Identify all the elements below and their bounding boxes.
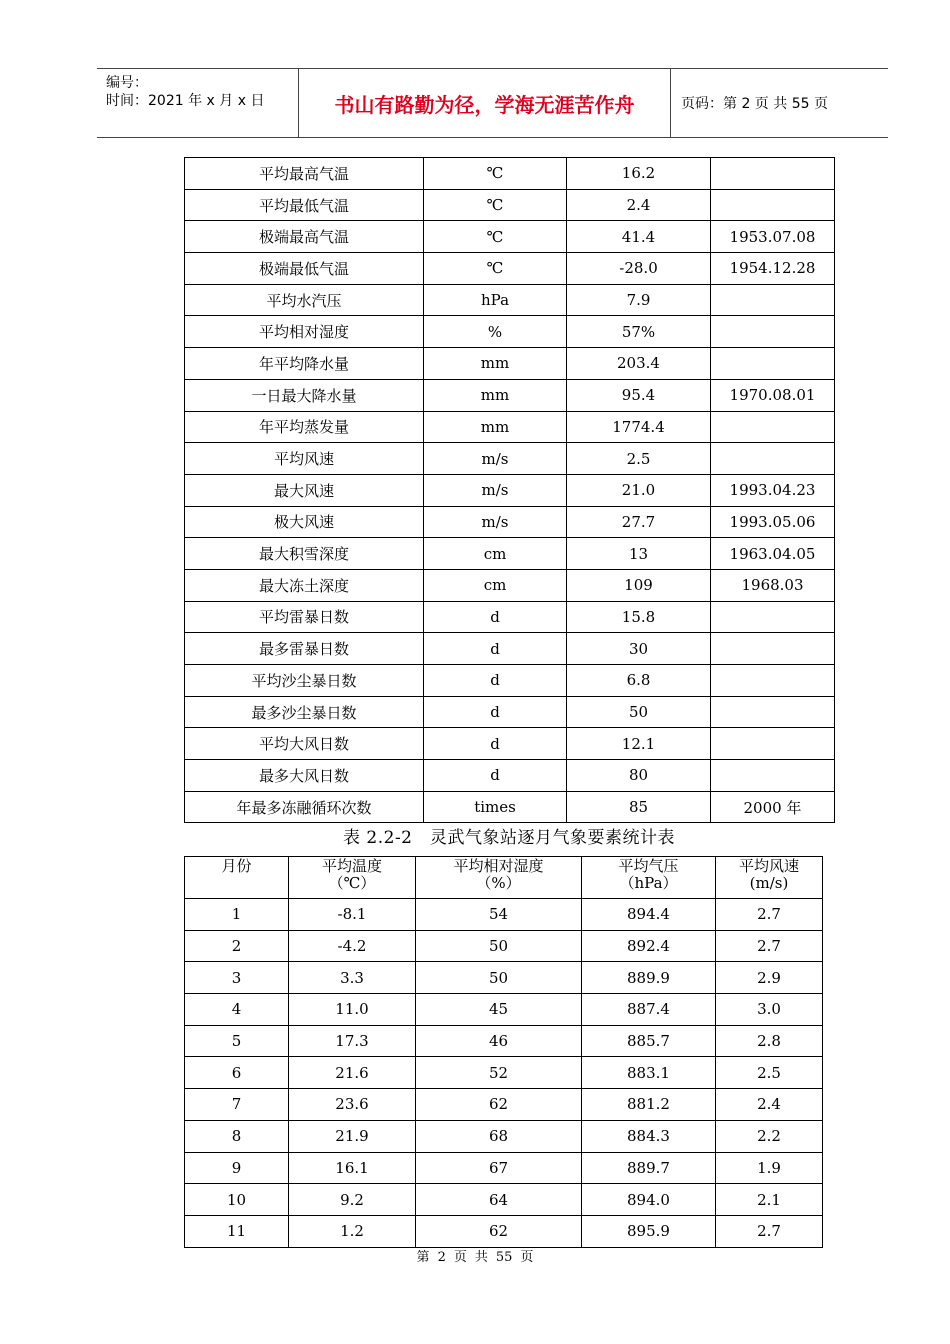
element-name-cell: 最多沙尘暴日数 xyxy=(185,696,424,728)
date-cell xyxy=(711,158,835,190)
header-unit: (m/s) xyxy=(749,874,789,892)
element-name-cell: 平均相对湿度 xyxy=(185,316,424,348)
month-header xyxy=(185,857,289,899)
avg-humidity-cell: 54 xyxy=(416,899,582,931)
footer-page-number: 2 xyxy=(437,1250,446,1265)
avg-temp-cell: 17.3 xyxy=(289,1025,416,1057)
table-row xyxy=(185,728,835,760)
avg-wind-cell: 2.7 xyxy=(716,899,823,931)
date-cell: 1963.04.05 xyxy=(711,538,835,570)
date-cell xyxy=(711,316,835,348)
avg-wind-cell: 2.5 xyxy=(716,1057,823,1089)
avg-wind-cell: 3.0 xyxy=(716,994,823,1026)
unit-cell: d xyxy=(424,728,567,760)
value-cell: 1774.4 xyxy=(567,411,711,443)
date-cell xyxy=(711,348,835,380)
date-cell xyxy=(711,760,835,792)
avg-temp-cell: 16.1 xyxy=(289,1152,416,1184)
date-cell xyxy=(711,696,835,728)
table-row xyxy=(185,633,835,665)
avg-wind-cell: 2.7 xyxy=(716,930,823,962)
value-cell: 57% xyxy=(567,316,711,348)
table-row xyxy=(185,930,823,962)
table-row xyxy=(185,569,835,601)
month-cell: 10 xyxy=(185,1184,289,1216)
unit-cell: d xyxy=(424,665,567,697)
climate-summary-table xyxy=(184,157,835,823)
date-cell xyxy=(711,601,835,633)
table-row xyxy=(185,221,835,253)
element-name-cell: 平均雷暴日数 xyxy=(185,601,424,633)
date-cell: 1970.08.01 xyxy=(711,379,835,411)
value-cell: 85 xyxy=(567,791,711,823)
footer-di: 第 xyxy=(416,1250,430,1265)
table-row xyxy=(185,189,835,221)
unit-cell: m/s xyxy=(424,506,567,538)
month-cell: 9 xyxy=(185,1152,289,1184)
table-row xyxy=(185,696,835,728)
avg-temp-cell: 11.0 xyxy=(289,994,416,1026)
unit-cell: ℃ xyxy=(424,189,567,221)
header-label: 平均气压 xyxy=(618,857,679,875)
avg-pressure-cell: 887.4 xyxy=(582,994,716,1026)
footer-gong: 共 xyxy=(474,1250,488,1265)
value-cell: 95.4 xyxy=(567,379,711,411)
doc-time-label: 时间：2021 年 x 月 x 日 xyxy=(106,93,265,109)
header-label: 平均相对湿度 xyxy=(453,857,544,875)
element-name-cell: 平均大风日数 xyxy=(185,728,424,760)
date-cell: 1968.03 xyxy=(711,569,835,601)
value-cell: 2.4 xyxy=(567,189,711,221)
avg-pressure-cell: 894.4 xyxy=(582,899,716,931)
element-name-cell: 极大风速 xyxy=(185,506,424,538)
avg-temp-cell: -4.2 xyxy=(289,930,416,962)
value-cell: 16.2 xyxy=(567,158,711,190)
table-row xyxy=(185,253,835,285)
table-row xyxy=(185,1057,823,1089)
unit-cell: m/s xyxy=(424,443,567,475)
element-name-cell: 平均沙尘暴日数 xyxy=(185,665,424,697)
month-cell: 2 xyxy=(185,930,289,962)
unit-cell: % xyxy=(424,316,567,348)
table-row xyxy=(185,962,823,994)
date-cell xyxy=(711,728,835,760)
date-cell: 1993.05.06 xyxy=(711,506,835,538)
avg-humidity-cell: 68 xyxy=(416,1120,582,1152)
table-row xyxy=(185,158,835,190)
avg-wind-cell: 1.9 xyxy=(716,1152,823,1184)
element-name-cell: 年平均蒸发量 xyxy=(185,411,424,443)
table-row xyxy=(185,791,835,823)
doc-number-label: 编号： xyxy=(106,75,148,91)
avg-humidity-cell: 64 xyxy=(416,1184,582,1216)
value-cell: 41.4 xyxy=(567,221,711,253)
value-cell: 7.9 xyxy=(567,284,711,316)
date-cell: 1993.04.23 xyxy=(711,474,835,506)
value-cell: 80 xyxy=(567,760,711,792)
value-cell: 15.8 xyxy=(567,601,711,633)
month-cell: 7 xyxy=(185,1089,289,1121)
avg-temp-cell: 21.6 xyxy=(289,1057,416,1089)
avg-pressure-cell: 895.9 xyxy=(582,1215,716,1247)
unit-cell: d xyxy=(424,633,567,665)
avg-humidity-header xyxy=(416,857,582,899)
month-cell: 4 xyxy=(185,994,289,1026)
value-cell: -28.0 xyxy=(567,253,711,285)
table-row xyxy=(185,506,835,538)
value-cell: 109 xyxy=(567,569,711,601)
date-cell xyxy=(711,665,835,697)
page-footer xyxy=(0,1246,950,1265)
avg-pressure-cell: 889.9 xyxy=(582,962,716,994)
avg-humidity-cell: 45 xyxy=(416,994,582,1026)
avg-humidity-cell: 50 xyxy=(416,930,582,962)
value-cell: 50 xyxy=(567,696,711,728)
table-row xyxy=(185,601,835,633)
footer-ye: 页 xyxy=(453,1250,467,1265)
avg-wind-cell: 2.4 xyxy=(716,1089,823,1121)
element-name-cell: 极端最低气温 xyxy=(185,253,424,285)
avg-temp-header xyxy=(289,857,416,899)
header-label: 平均风速 xyxy=(738,857,799,875)
avg-pressure-cell: 885.7 xyxy=(582,1025,716,1057)
avg-temp-cell: -8.1 xyxy=(289,899,416,931)
avg-pressure-header xyxy=(582,857,716,899)
table-row xyxy=(185,994,823,1026)
unit-cell: m/s xyxy=(424,474,567,506)
element-name-cell: 平均最高气温 xyxy=(185,158,424,190)
table-row xyxy=(185,379,835,411)
footer-total-pages: 55 xyxy=(495,1250,513,1265)
date-cell: 1954.12.28 xyxy=(711,253,835,285)
avg-humidity-cell: 62 xyxy=(416,1089,582,1121)
footer-ye-end: 页 xyxy=(520,1250,534,1265)
date-cell xyxy=(711,284,835,316)
element-name-cell: 最大积雪深度 xyxy=(185,538,424,570)
header-page-info: 页码：第 2 页 共 55 页 xyxy=(681,96,828,112)
avg-humidity-cell: 67 xyxy=(416,1152,582,1184)
element-name-cell: 最大风速 xyxy=(185,474,424,506)
header-unit: （hPa） xyxy=(619,874,678,892)
element-name-cell: 最多雷暴日数 xyxy=(185,633,424,665)
avg-wind-cell: 2.9 xyxy=(716,962,823,994)
avg-pressure-cell: 892.4 xyxy=(582,930,716,962)
month-cell: 3 xyxy=(185,962,289,994)
avg-temp-cell: 21.9 xyxy=(289,1120,416,1152)
month-cell: 6 xyxy=(185,1057,289,1089)
date-cell xyxy=(711,443,835,475)
table-row xyxy=(185,1089,823,1121)
unit-cell: mm xyxy=(424,411,567,443)
avg-pressure-cell: 881.2 xyxy=(582,1089,716,1121)
avg-pressure-cell: 889.7 xyxy=(582,1152,716,1184)
avg-wind-cell: 2.7 xyxy=(716,1215,823,1247)
avg-humidity-cell: 46 xyxy=(416,1025,582,1057)
element-name-cell: 年最多冻融循环次数 xyxy=(185,791,424,823)
avg-temp-cell: 9.2 xyxy=(289,1184,416,1216)
avg-temp-cell: 23.6 xyxy=(289,1089,416,1121)
header-label: 平均温度 xyxy=(321,857,382,875)
table-row xyxy=(185,474,835,506)
header-unit: （%） xyxy=(476,874,521,892)
unit-cell: d xyxy=(424,760,567,792)
header-unit: （℃） xyxy=(328,874,376,892)
header-label: 月份 xyxy=(221,857,252,875)
value-cell: 30 xyxy=(567,633,711,665)
date-cell: 1953.07.08 xyxy=(711,221,835,253)
element-name-cell: 最多大风日数 xyxy=(185,760,424,792)
date-cell xyxy=(711,633,835,665)
avg-wind-cell: 2.2 xyxy=(716,1120,823,1152)
table-row xyxy=(185,1184,823,1216)
date-cell: 2000 年 xyxy=(711,791,835,823)
value-cell: 203.4 xyxy=(567,348,711,380)
unit-cell: times xyxy=(424,791,567,823)
unit-cell: ℃ xyxy=(424,158,567,190)
avg-humidity-cell: 50 xyxy=(416,962,582,994)
avg-temp-cell: 3.3 xyxy=(289,962,416,994)
unit-cell: d xyxy=(424,696,567,728)
table-row xyxy=(185,665,835,697)
avg-pressure-cell: 894.0 xyxy=(582,1184,716,1216)
unit-cell: cm xyxy=(424,538,567,570)
table-row xyxy=(185,443,835,475)
table-row xyxy=(185,538,835,570)
table-row xyxy=(185,1152,823,1184)
value-cell: 6.8 xyxy=(567,665,711,697)
table-row xyxy=(185,1025,823,1057)
unit-cell: cm xyxy=(424,569,567,601)
avg-wind-cell: 2.1 xyxy=(716,1184,823,1216)
table-row xyxy=(185,899,823,931)
element-name-cell: 年平均降水量 xyxy=(185,348,424,380)
value-cell: 21.0 xyxy=(567,474,711,506)
table-header-row xyxy=(185,857,823,899)
header-meta-cell xyxy=(97,69,299,137)
unit-cell: hPa xyxy=(424,284,567,316)
table-row xyxy=(185,1120,823,1152)
date-cell xyxy=(711,189,835,221)
unit-cell: d xyxy=(424,601,567,633)
value-cell: 13 xyxy=(567,538,711,570)
month-cell: 8 xyxy=(185,1120,289,1152)
table-caption: 表 2.2-2 灵武气象站逐月气象要素统计表 xyxy=(343,828,675,848)
unit-cell: mm xyxy=(424,379,567,411)
table-row xyxy=(185,411,835,443)
table-row xyxy=(185,760,835,792)
monthly-climate-table xyxy=(184,856,823,1248)
avg-humidity-cell: 62 xyxy=(416,1215,582,1247)
avg-humidity-cell: 52 xyxy=(416,1057,582,1089)
unit-cell: ℃ xyxy=(424,221,567,253)
value-cell: 27.7 xyxy=(567,506,711,538)
avg-pressure-cell: 884.3 xyxy=(582,1120,716,1152)
page-header xyxy=(97,68,888,138)
element-name-cell: 一日最大降水量 xyxy=(185,379,424,411)
value-cell: 12.1 xyxy=(567,728,711,760)
month-cell: 11 xyxy=(185,1215,289,1247)
month-cell: 5 xyxy=(185,1025,289,1057)
element-name-cell: 平均最低气温 xyxy=(185,189,424,221)
table-row xyxy=(185,316,835,348)
unit-cell: ℃ xyxy=(424,253,567,285)
month-cell: 1 xyxy=(185,899,289,931)
table-row xyxy=(185,1215,823,1247)
element-name-cell: 极端最高气温 xyxy=(185,221,424,253)
date-cell xyxy=(711,411,835,443)
avg-pressure-cell: 883.1 xyxy=(582,1057,716,1089)
avg-wind-header xyxy=(716,857,823,899)
element-name-cell: 平均水汽压 xyxy=(185,284,424,316)
value-cell: 2.5 xyxy=(567,443,711,475)
table-row xyxy=(185,348,835,380)
table-row xyxy=(185,284,835,316)
avg-temp-cell: 1.2 xyxy=(289,1215,416,1247)
avg-wind-cell: 2.8 xyxy=(716,1025,823,1057)
element-name-cell: 平均风速 xyxy=(185,443,424,475)
unit-cell: mm xyxy=(424,348,567,380)
element-name-cell: 最大冻土深度 xyxy=(185,569,424,601)
header-motto: 书山有路勤为径，学海无涯苦作舟 xyxy=(299,69,671,137)
